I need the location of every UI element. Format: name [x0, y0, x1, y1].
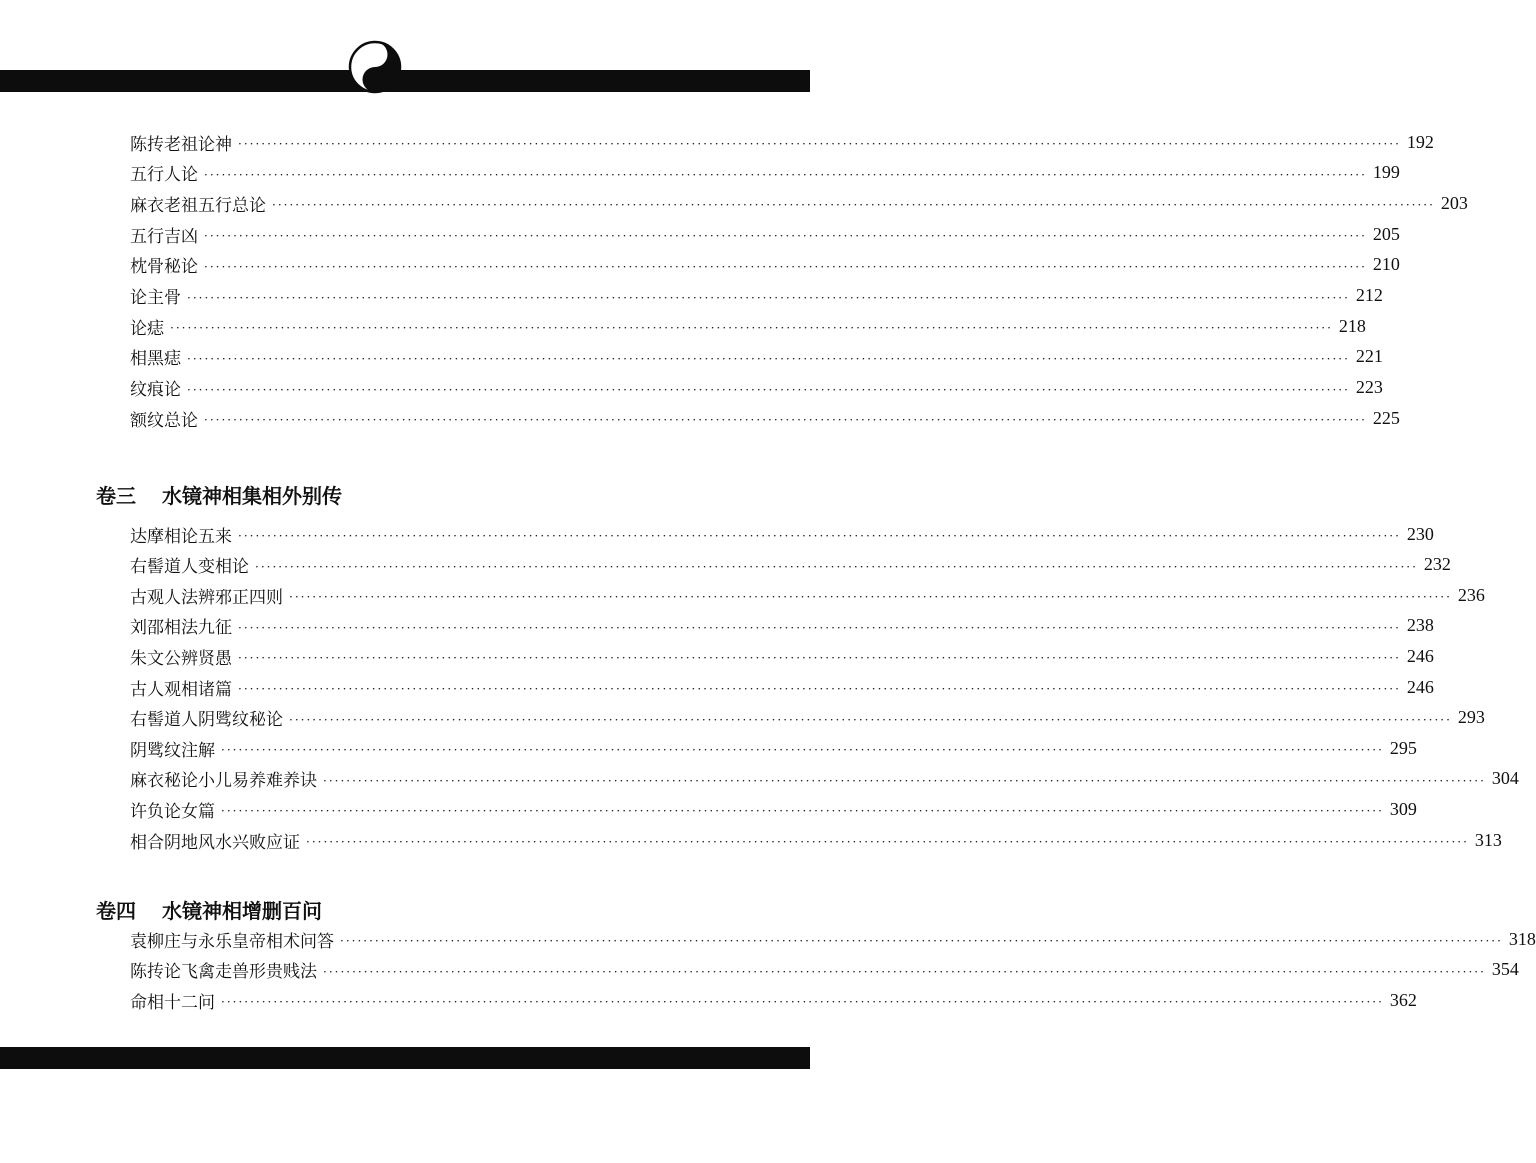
- dot-leader: ········································································································································································································: [187, 290, 1350, 305]
- volume-label: 卷四: [96, 899, 136, 923]
- toc-entry: [130, 129, 1434, 155]
- entry-title: 相黑痣: [130, 349, 181, 370]
- dot-leader: ········································································································································································································: [187, 351, 1350, 366]
- dot-leader: ········································································································································································································: [204, 229, 1367, 244]
- dot-leader: ········································································································································································································: [272, 198, 1435, 213]
- toc-entry: [130, 375, 1383, 401]
- entry-title: 许负论女篇: [130, 801, 215, 822]
- entry-title: 额纹总论: [130, 410, 198, 431]
- toc-entry: [130, 313, 1366, 339]
- entry-page-number: 318: [1508, 928, 1536, 949]
- volume-title: 水镜神相增删百问: [162, 899, 322, 923]
- entry-title: 朱文公辨贤愚: [130, 648, 232, 669]
- dot-leader: ········································································································································································································: [221, 995, 1384, 1009]
- toc-entry: [130, 552, 1451, 578]
- entry-page-number: 313: [1474, 829, 1502, 850]
- entry-page-number: 236: [1457, 584, 1485, 605]
- dot-leader: ········································································································································································································: [238, 620, 1401, 635]
- toc-entry: [130, 705, 1485, 731]
- section-heading-3: [96, 480, 342, 509]
- toc-entry: [130, 766, 1519, 792]
- yin-yang-icon: [348, 40, 402, 94]
- entry-title: 古观人法辨邪正四则: [130, 587, 283, 608]
- entry-title: 五行人论: [130, 165, 198, 186]
- dot-leader: ········································································································································································································: [238, 651, 1401, 666]
- entry-title: 麻衣老祖五行总论: [130, 195, 266, 216]
- dot-leader: ········································································································································································································: [306, 835, 1469, 849]
- toc-entry: [130, 160, 1400, 186]
- section-heading-4: [96, 895, 322, 924]
- entry-page-number: 246: [1406, 676, 1434, 697]
- entry-title: 右髻道人变相论: [130, 557, 249, 578]
- entry-page-number: 218: [1338, 315, 1366, 336]
- entry-title: 达摩相论五来: [130, 526, 232, 547]
- entry-title: 阴骘纹注解: [130, 740, 215, 761]
- entry-page-number: 210: [1372, 254, 1400, 275]
- dot-leader: ········································································································································································································: [340, 934, 1503, 948]
- entry-title: 命相十二问: [130, 992, 215, 1013]
- entry-page-number: 295: [1389, 737, 1417, 758]
- dot-leader: ········································································································································································································: [221, 743, 1384, 758]
- dot-leader: ········································································································································································································: [289, 590, 1452, 605]
- toc-entry: [130, 521, 1434, 547]
- toc-entry: [130, 582, 1485, 608]
- entry-page-number: 309: [1389, 798, 1417, 819]
- toc-entry: [130, 643, 1434, 669]
- entry-title: 右髻道人阴骘纹秘论: [130, 710, 283, 731]
- toc-entry: [130, 252, 1400, 278]
- entry-page-number: 225: [1372, 407, 1400, 428]
- toc-entry: [130, 796, 1417, 822]
- entry-title: 论主骨: [130, 288, 181, 308]
- toc-entry: [130, 926, 1536, 952]
- dot-leader: ········································································································································································································: [238, 682, 1401, 696]
- toc-entry: [130, 735, 1417, 761]
- entry-title: 陈抟老祖论神: [130, 134, 232, 155]
- entry-title: 五行吉凶: [130, 226, 198, 247]
- dot-leader: ········································································································································································································: [221, 804, 1384, 819]
- toc-entry: [130, 283, 1383, 309]
- entry-page-number: 232: [1423, 554, 1451, 575]
- dot-leader: ········································································································································································································: [204, 167, 1367, 182]
- entry-title: 刘邵相法九征: [130, 618, 232, 639]
- entry-title: 纹痕论: [130, 380, 181, 401]
- entry-page-number: 238: [1406, 615, 1434, 636]
- dot-leader: ········································································································································································································: [289, 712, 1452, 727]
- footer-bar: [0, 1047, 810, 1069]
- toc-entry: [130, 405, 1400, 431]
- toc-entry: [130, 674, 1434, 700]
- entry-page-number: 354: [1491, 959, 1519, 979]
- toc-entry: [130, 190, 1468, 216]
- toc-entry: [130, 987, 1417, 1013]
- entry-page-number: 199: [1372, 162, 1400, 183]
- entry-title: 陈抟论飞禽走兽形贵贱法: [130, 962, 317, 982]
- entry-page-number: 223: [1355, 377, 1383, 398]
- entry-page-number: 221: [1355, 346, 1383, 367]
- dot-leader: ········································································································································································································: [323, 773, 1486, 788]
- toc-entry: [130, 344, 1383, 370]
- entry-page-number: 203: [1440, 192, 1468, 213]
- volume-title: 水镜神相集相外别传: [162, 484, 342, 508]
- toc-entry: [130, 221, 1400, 247]
- entry-page-number: 362: [1389, 989, 1417, 1010]
- dot-leader: ········································································································································································································: [323, 964, 1486, 979]
- entry-title: 袁柳庄与永乐皇帝相术问答: [130, 931, 334, 952]
- toc-entry: [130, 957, 1519, 983]
- entry-title: 麻衣秘论小儿易养难养诀: [130, 771, 317, 792]
- entry-page-number: 212: [1355, 285, 1383, 305]
- header-bar: [0, 70, 810, 92]
- toc-entry: [130, 613, 1434, 639]
- dot-leader: ········································································································································································································: [170, 321, 1333, 336]
- entry-title: 枕骨秘论: [130, 257, 198, 278]
- entry-page-number: 205: [1372, 223, 1400, 244]
- dot-leader: ········································································································································································································: [204, 413, 1367, 428]
- dot-leader: ········································································································································································································: [238, 529, 1401, 543]
- volume-label: 卷三: [96, 484, 136, 508]
- entry-page-number: 293: [1457, 707, 1485, 728]
- entry-title: 论痣: [130, 318, 164, 339]
- toc-entry: [130, 827, 1502, 853]
- dot-leader: ········································································································································································································: [255, 559, 1418, 574]
- dot-leader: ········································································································································································································: [204, 259, 1367, 274]
- entry-page-number: 304: [1491, 768, 1519, 789]
- entry-page-number: 246: [1406, 645, 1434, 666]
- entry-page-number: 192: [1406, 131, 1434, 152]
- dot-leader: ········································································································································································································: [187, 382, 1350, 397]
- dot-leader: ········································································································································································································: [238, 137, 1401, 151]
- entry-title: 古人观相诸篇: [130, 679, 232, 700]
- entry-title: 相合阴地风水兴败应证: [130, 832, 300, 853]
- entry-page-number: 230: [1406, 523, 1434, 544]
